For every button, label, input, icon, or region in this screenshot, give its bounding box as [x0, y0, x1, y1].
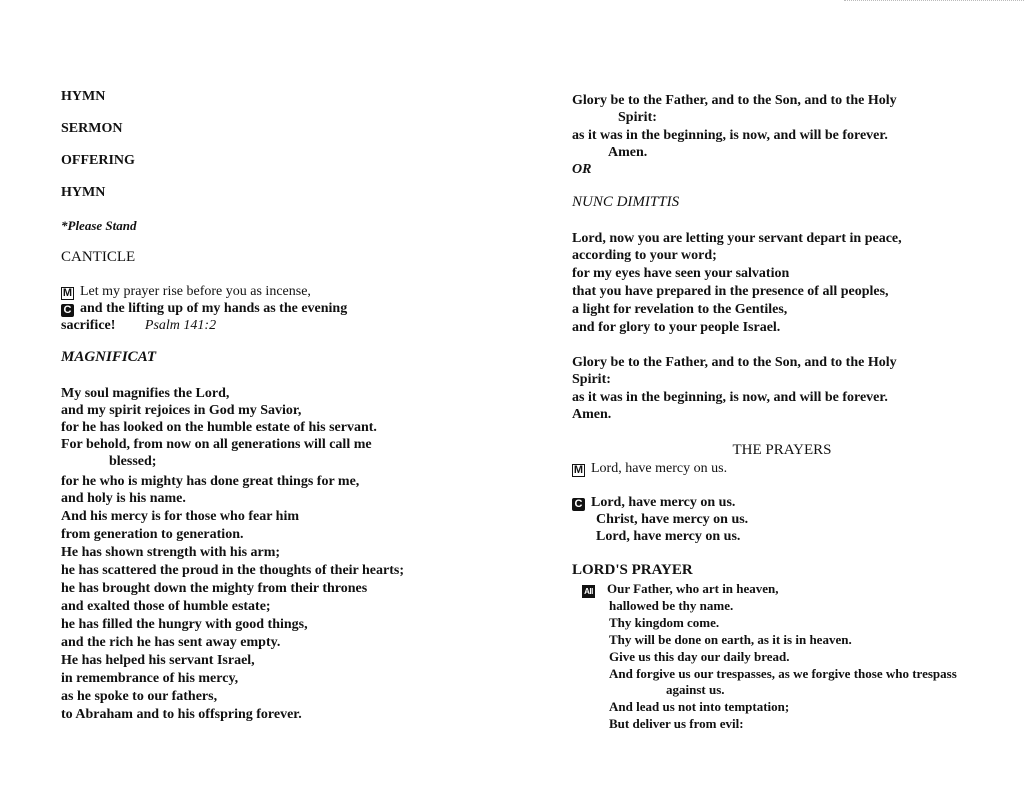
gloria-line: Spirit:	[572, 372, 611, 387]
gloria-line: as it was in the beginning, is now, and will be forever.	[572, 390, 888, 405]
canticle-line: according to your word;	[572, 248, 717, 263]
canticle-line: for he who is mighty has done great things for me,	[61, 474, 360, 489]
canticle-line: in remembrance of his mercy,	[61, 671, 239, 686]
versicle-line	[61, 283, 311, 300]
canticle-line: blessed;	[109, 454, 157, 469]
gloria-line: Glory be to the Father, and to the Son, and to the Holy	[572, 355, 897, 370]
congregation-marker-icon: C	[61, 304, 74, 317]
canticle-line: he has scattered the proud in the thoughts of their hearts;	[61, 563, 405, 578]
canticle-line: and exalted those of humble estate;	[61, 599, 271, 614]
hymn-heading: HYMN	[61, 185, 106, 200]
kyrie-text: Lord, have mercy on us.	[591, 461, 728, 476]
all-marker-icon: All	[582, 585, 595, 598]
canticle-line: and for glory to your people Israel.	[572, 320, 781, 335]
response-text: sacrifice!	[61, 318, 116, 333]
gloria-line: Spirit:	[618, 110, 657, 125]
lords-prayer-line: Thy will be done on earth, as it is in heaven.	[609, 632, 852, 647]
hymn-heading: HYMN	[61, 89, 106, 104]
minister-marker-icon: M	[62, 287, 73, 299]
kyrie-minister-line	[572, 460, 727, 477]
response-text: and the lifting up of my hands as the evening	[80, 301, 348, 316]
canticle-line: He has shown strength with his arm;	[61, 545, 281, 560]
canticle-line: a light for revelation to the Gentiles,	[572, 302, 788, 317]
magnificat-title: MAGNIFICAT	[61, 349, 157, 365]
minister-marker-icon: M	[573, 464, 584, 476]
canticle-line: He has helped his servant Israel,	[61, 653, 255, 668]
canticle-line: as he spoke to our fathers,	[61, 689, 218, 704]
lords-prayer-line: But deliver us from evil:	[609, 716, 744, 731]
canticle-line: Lord, now you are letting your servant depart in peace,	[572, 231, 902, 246]
canticle-heading: CANTICLE	[61, 249, 136, 265]
gloria-line: Glory be to the Father, and to the Son, and to the Holy	[572, 93, 897, 108]
canticle-line: and the rich he has sent away empty.	[61, 635, 281, 650]
scan-artifact	[844, 0, 1024, 4]
lords-prayer-line: against us.	[666, 682, 725, 697]
versicle-text: Let my prayer rise before you as incense,	[80, 284, 311, 299]
response-line-2	[61, 317, 216, 334]
canticle-line: And his mercy is for those who fear him	[61, 509, 299, 524]
kyrie-text: Lord, have mercy on us.	[591, 495, 736, 510]
gloria-line: Amen.	[572, 407, 612, 422]
or-separator: OR	[572, 162, 592, 177]
lords-prayer-line: Thy kingdom come.	[609, 615, 720, 630]
canticle-line: he has brought down the mighty from their thrones	[61, 581, 368, 596]
offering-heading: OFFERING	[61, 153, 135, 168]
lords-prayer-line: hallowed be thy name.	[609, 598, 734, 613]
lords-prayer-line: And lead us not into temptation;	[609, 699, 790, 714]
canticle-line: and my spirit rejoices in God my Savior,	[61, 403, 302, 418]
prayers-heading: THE PRAYERS	[732, 442, 832, 458]
lords-prayer-line	[582, 580, 779, 598]
kyrie-congregation-line	[572, 494, 735, 511]
response-line	[61, 300, 347, 317]
canticle-line: for he has looked on the humble estate of his servant.	[61, 420, 377, 435]
nunc-dimittis-title: NUNC DIMITTIS	[572, 194, 680, 210]
lords-prayer-line: And forgive us our trespasses, as we forgive those who trespass	[609, 666, 957, 681]
canticle-line: For behold, from now on all generations will call me	[61, 437, 372, 452]
gloria-line: Amen.	[608, 145, 648, 160]
canticle-line: for my eyes have seen your salvation	[572, 266, 790, 281]
canticle-line: My soul magnifies the Lord,	[61, 386, 230, 401]
lords-prayer-line: Give us this day our daily bread.	[609, 649, 790, 664]
lords-prayer-heading: LORD'S PRAYER	[572, 562, 693, 578]
kyrie-line: Lord, have mercy on us.	[596, 529, 741, 544]
lords-prayer-text: Our Father, who art in heaven,	[607, 581, 779, 596]
gloria-line: as it was in the beginning, is now, and will be forever.	[572, 128, 888, 143]
please-stand-note: *Please Stand	[61, 218, 137, 233]
canticle-line: from generation to generation.	[61, 527, 244, 542]
psalm-reference: Psalm 141:2	[144, 318, 217, 333]
canticle-line: he has filled the hungry with good things,	[61, 617, 308, 632]
canticle-line: to Abraham and to his offspring forever.	[61, 707, 302, 722]
congregation-marker-icon: C	[572, 498, 585, 511]
kyrie-line: Christ, have mercy on us.	[596, 512, 749, 527]
sermon-heading: SERMON	[61, 121, 123, 136]
canticle-line: that you have prepared in the presence of all peoples,	[572, 284, 889, 299]
canticle-line: and holy is his name.	[61, 491, 186, 506]
